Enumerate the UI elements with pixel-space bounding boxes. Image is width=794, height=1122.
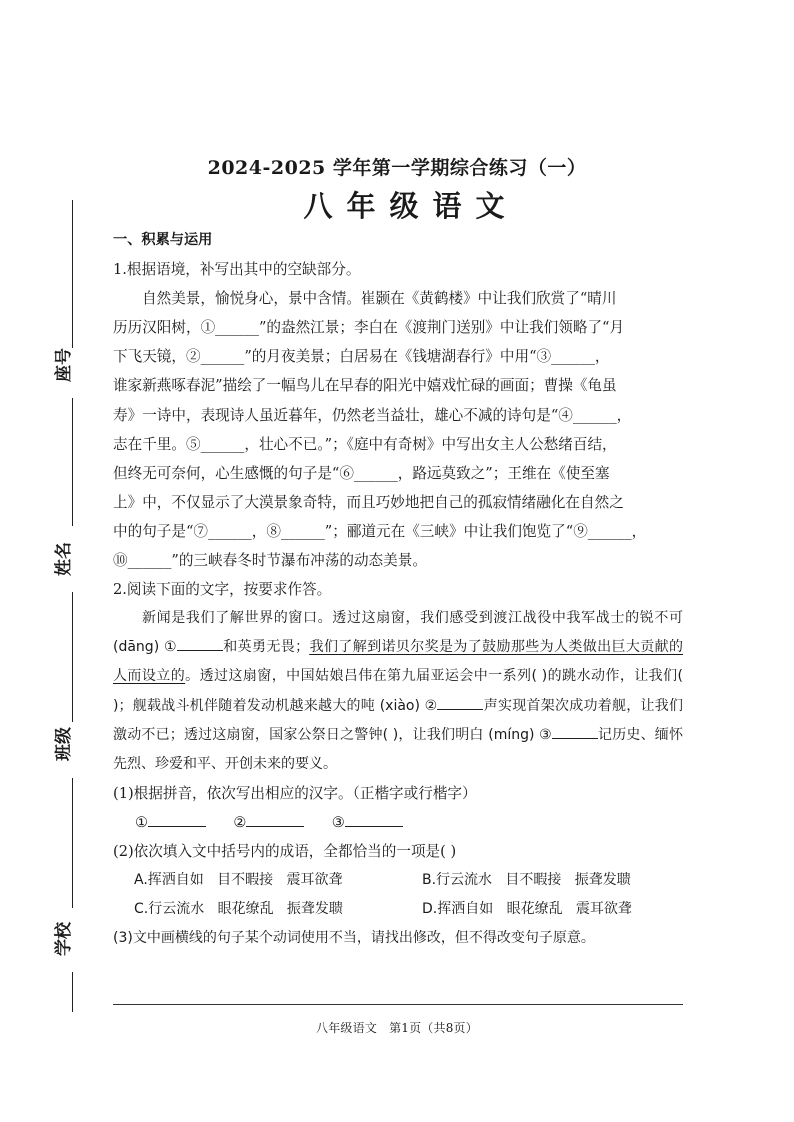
binding-line-bottom <box>72 972 73 1012</box>
answer-blank-1[interactable] <box>148 812 206 827</box>
q1-line: 谁家新燕啄春泥”描绘了一幅鸟儿在早春的阳光中嬉戏忙碌的画面；曹操《龟虽 <box>113 377 617 395</box>
q2-prompt: 2.阅读下面的文字，按要求作答。 <box>113 581 332 599</box>
subject-title: 八年级语文 <box>303 189 519 223</box>
class-label: 班级 <box>54 727 74 761</box>
passage-text: 记历史、缅怀先烈、珍爱和平、开创未来的要义。 <box>113 726 684 772</box>
answer-blank-2[interactable] <box>246 812 304 827</box>
passage-text: 和英勇无畏； <box>222 639 310 656</box>
exam-content <box>113 226 683 953</box>
q1-line: 自然美景，愉悦身心，景中含情。崔颢在《黄鹤楼》中让我们欣赏了“晴川 <box>142 290 617 308</box>
q2-sub2: (2)依次填入文中括号内的成语，全都恰当的一项是( ) <box>113 842 457 860</box>
q1-line: 寿》一诗中，表现诗人虽近暮年，仍然老当益壮，雄心不减的诗句是“④______， <box>113 406 632 424</box>
q1-line: 但终无可奈何，心生感慨的句子是“⑥______，路远莫致之”；王维在《使至塞 <box>113 464 610 482</box>
footer-divider <box>113 1004 683 1005</box>
passage-text: 的锐不可 (dāng) ① <box>113 610 684 656</box>
seat-label: 座号 <box>54 348 74 382</box>
binding-line-3 <box>72 592 73 722</box>
answer-label: ③ <box>331 813 345 831</box>
blank-2[interactable] <box>437 695 483 710</box>
q1-line: 下飞天镜，②______”的月夜美景；白居易在《钱塘湖春行》中用“③______， <box>113 348 610 366</box>
passage-text: 。透过这扇窗，中国姑娘吕伟在第九届亚运会中一系列( )的跳水动作，让我们( )；舰载战斗机伴随着发动机越来越大的吨 (xiào) ② <box>113 668 684 714</box>
q1-passage <box>113 284 683 575</box>
option-a[interactable]: A.挥洒自如 目不暇接 震耳欲聋 <box>134 872 343 889</box>
answer-label: ① <box>135 813 149 831</box>
page-footer: 八年级语文 第1页（共8页） <box>316 1021 478 1035</box>
option-c[interactable]: C.行云流水 眼花缭乱 振聋发聩 <box>134 901 343 918</box>
q1-line: ⑩______”的三峡春冬时节瀑布冲荡的动态美景。 <box>113 552 427 570</box>
blank-1[interactable] <box>177 636 223 651</box>
exam-title: 2024-2025 学年第一学期综合练习（一） <box>207 157 587 179</box>
option-d[interactable]: D.挥洒自如 眼花缭乱 震耳欲聋 <box>422 901 632 918</box>
q1-line: 中的句子是“⑦______，⑧______”；郦道元在《三峡》中让我们饱览了“⑨______， <box>113 522 647 540</box>
answer-blanks <box>113 808 683 837</box>
passage-text: 新闻是我们了解世界的窗口。透过这扇窗，我们感受到渡江战役中我军战士 <box>142 610 626 627</box>
q1-line: 上》中，不仅显示了大漠景象奇特，而且巧妙地把自己的孤寂情绪融化在自然之 <box>113 493 624 511</box>
answer-blank-3[interactable] <box>345 812 403 827</box>
school-label: 学校 <box>54 922 74 956</box>
q1-prompt: 1.根据语境，补写出其中的空缺部分。 <box>113 261 361 279</box>
answer-label: ② <box>233 813 247 831</box>
q1-line: 志在千里。⑤______，壮心不已。”；《庭中有奇树》中写出女主人公愁绪百结， <box>113 435 617 453</box>
option-b[interactable]: B.行云流水 目不暇接 振聋发聩 <box>422 872 631 889</box>
binding-line-4 <box>72 778 73 908</box>
q2-passage <box>113 604 683 779</box>
q2-sub1: (1)根据拼音，依次写出相应的汉字。（正楷字或行楷字） <box>113 784 477 802</box>
underlined-sentence: 我们了解到诺贝尔奖是为了鼓励那些为人类做出巨大贡献的人而设立的 <box>113 639 684 685</box>
name-label: 姓名 <box>54 542 74 576</box>
q1-line: 历历汉阳树，①______”的盎然江景；李白在《渡荆门送别》中让我们领略了“月 <box>113 319 625 337</box>
passage-text: 声实现首架次成功着舰，让我们激动不已；透过这扇窗，国家公祭日之警钟( )，让我们明白 (míng) ③ <box>113 697 684 743</box>
choice-options <box>113 866 683 924</box>
blank-3[interactable] <box>552 724 598 739</box>
q2-sub3: (3)文中画横线的句子某个动词使用不当，请找出修改，但不得改变句子原意。 <box>113 930 595 947</box>
section-heading: 一、积累与运用 <box>113 232 213 248</box>
binding-line-2 <box>72 398 73 526</box>
